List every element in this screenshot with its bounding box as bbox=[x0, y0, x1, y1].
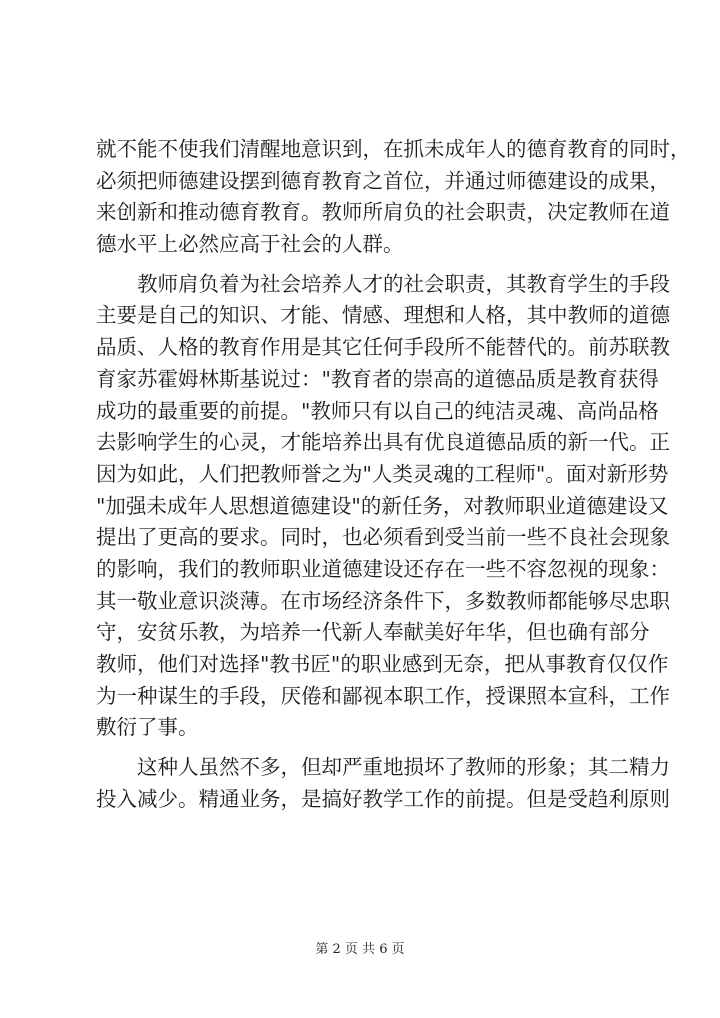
paragraph-2 bbox=[96, 269, 670, 744]
text-line: 主要是自己的知识、才能、情感、理想和人格，其中教师的道德 bbox=[96, 303, 670, 328]
text-line: 投入减少。精通业务，是搞好教学工作的前提。但是受趋利原则 bbox=[96, 786, 670, 811]
text-line: 守，安贫乐教，为培养一代新人奉献美好年华，但也确有部分 bbox=[96, 620, 650, 645]
text-line: 的影响，我们的教师职业道德建设还存在一些不容忽视的现象： bbox=[96, 556, 670, 581]
text-line: 德水平上必然应高于社会的人群。 bbox=[96, 232, 404, 257]
text-line: 品质、人格的教育作用是其它任何手段所不能替代的。前苏联教 bbox=[96, 335, 670, 360]
text-line: 为一种谋生的手段，厌倦和鄙视本职工作，授课照本宣科，工作 bbox=[96, 683, 670, 708]
body-text bbox=[96, 134, 691, 815]
text-line: 成功的最重要的前提。"教师只有以自己的纯洁灵魂、高尚品格 bbox=[96, 398, 659, 423]
paragraph-3 bbox=[96, 752, 670, 815]
text-line: 因为如此，人们把教师誉之为"人类灵魂的工程师"。面对新形势 bbox=[96, 461, 669, 486]
text-line: 这种人虽然不多，但却严重地损坏了教师的形象；其二精力 bbox=[137, 755, 670, 780]
paragraph-1 bbox=[96, 134, 691, 261]
text-line: "加强未成年人思想道德建设"的新任务，对教师职业道德建设又 bbox=[96, 493, 669, 518]
text-line: 教师肩负着为社会培养人才的社会职责，其教育学生的手段 bbox=[137, 271, 670, 296]
page-footer bbox=[0, 938, 720, 957]
page-number-label: 第 2 页 共 6 页 bbox=[315, 942, 405, 957]
text-line: 去影响学生的心灵，才能培养出具有优良道德品质的新一代。正 bbox=[96, 430, 670, 455]
text-line: 敷衍了事。 bbox=[96, 715, 199, 740]
text-line: 其一敬业意识淡薄。在市场经济条件下，多数教师都能够尽忠职 bbox=[96, 588, 670, 613]
text-line: 就不能不使我们清醒地意识到，在抓未成年人的德育教育的同时， bbox=[96, 137, 691, 161]
text-line: 必须把师德建设摆到德育教育之首位，并通过师德建设的成果， bbox=[96, 168, 670, 193]
text-line: 教师，他们对选择"教书匠"的职业感到无奈，把从事教育仅仅作 bbox=[96, 652, 669, 676]
text-line: 来创新和推动德育教育。教师所肩负的社会职责，决定教师在道 bbox=[96, 200, 670, 225]
text-line: 提出了更高的要求。同时，也必须看到受当前一些不良社会现象 bbox=[96, 525, 670, 550]
text-line: 育家苏霍姆林斯基说过："教育者的崇高的道德品质是教育获得 bbox=[96, 366, 659, 391]
